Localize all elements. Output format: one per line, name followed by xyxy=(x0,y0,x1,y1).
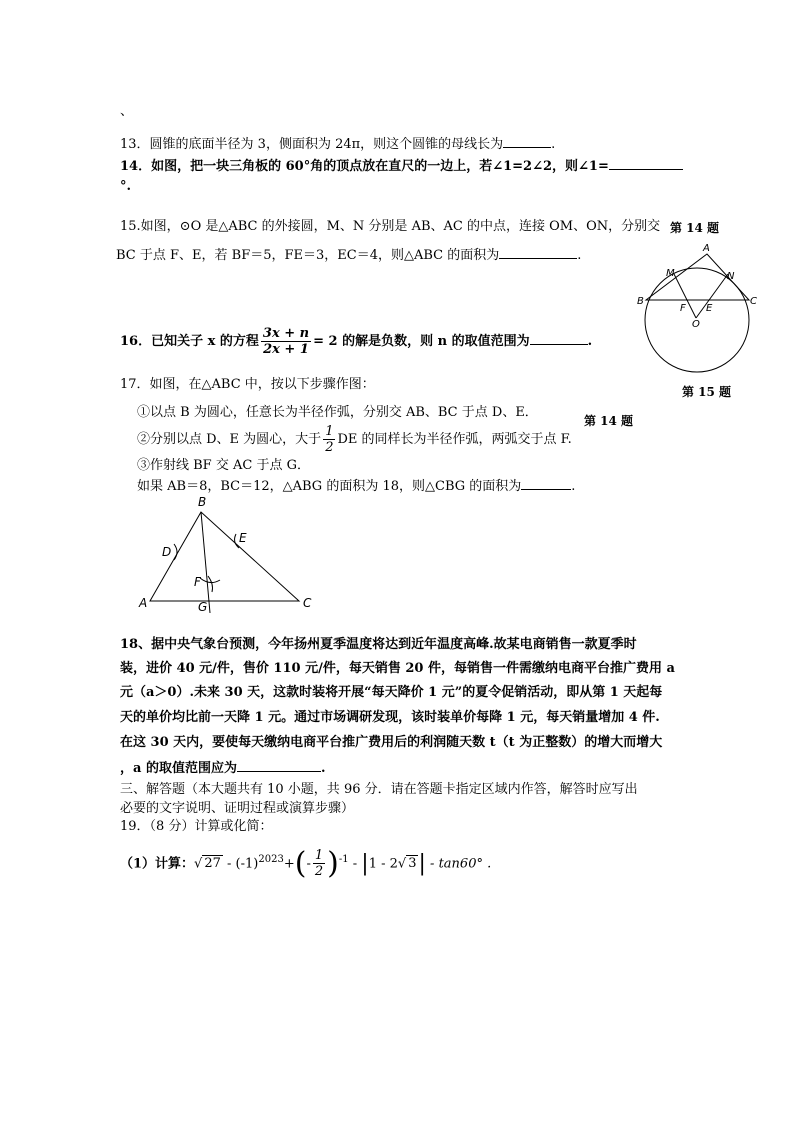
question-15-line1: 15.如图，⊙O 是△ABC 的外接圆，M、N 分别是 AB、AC 的中点，连接 OM、ON，分别交 xyxy=(120,219,661,234)
label-d: D xyxy=(162,545,172,559)
question-17-end: . xyxy=(571,479,576,494)
question-16-pre: 16．已知关子 x 的方程 xyxy=(120,334,259,349)
question-18-line5: 在这 30 天内，要使每天缴纳电商平台推广费用后的利润随天数 t（t 为正整数）的增大而增大 xyxy=(120,735,663,750)
answer-blank-14[interactable] xyxy=(609,156,683,170)
answer-blank-17[interactable] xyxy=(521,476,571,490)
fraction-denominator: 2 xyxy=(325,440,334,455)
figure-15-circle-diagram xyxy=(636,238,760,374)
question-17-step2-pre: ②分别以点 D、E 为圆心，大于 xyxy=(137,432,322,447)
question-17-step1: ①以点 B 为圆心，任意长为半径作弧，分别交 AB、BC 于点 D、E． xyxy=(137,405,538,420)
question-19: 19．（8 分）计算或化简： xyxy=(120,819,273,834)
question-17-step3: ③作射线 BF 交 AC 于点 G． xyxy=(137,458,310,473)
figure-14-caption: 第 14 题 xyxy=(670,221,720,235)
question-17-step2-post: DE 的同样长为半径作弧，两弧交于点 F. xyxy=(337,432,572,447)
one-half-fraction xyxy=(313,848,325,879)
question-16-fraction xyxy=(261,326,311,357)
fraction-numerator: 1 xyxy=(314,848,324,864)
ray-bf xyxy=(201,512,210,613)
exponent-2023: 2023 xyxy=(258,854,284,865)
question-19-part1: （1）计算：√ $27 - (-1)^{2023}+(-$ $\frac{1}{2}$ )$^{-1}$ - |1 - 2√ 3| - tan60° . xyxy=(120,845,492,881)
fraction-numerator: 3x + n xyxy=(262,326,310,341)
triangle-abc xyxy=(150,512,299,601)
question-18-line6 xyxy=(120,758,325,778)
section-3-line2: 必要的文字说明、证明过程或演算步骤） xyxy=(120,801,355,816)
label-c: C xyxy=(303,596,312,610)
question-18-line2: 装，进价 40 元/件，售价 110 元/件，每天销售 20 件，每销售一件需缴纳电商平台推广费用 a xyxy=(120,661,675,676)
answer-blank-16[interactable] xyxy=(530,331,588,345)
question-14-end: °. xyxy=(120,179,132,194)
question-16 xyxy=(120,324,592,360)
question-18-line3: 元（a＞0）.未来 30 天，这款时装将开展“每天降价 1 元”的夏令促销活动，即从第 1 天起每 xyxy=(120,685,663,700)
question-13 xyxy=(120,134,555,154)
label-c: C xyxy=(750,296,757,307)
abs-left: | xyxy=(361,850,369,876)
question-18-line6-text: ，a 的取值范围应为 xyxy=(120,761,237,776)
arc-f2 xyxy=(208,576,213,592)
question-15-line2 xyxy=(116,245,581,265)
abs-content: 1 - 2 xyxy=(368,856,398,872)
question-17-condition-text: 如果 AB＝8，BC＝12，△ABG 的面积为 18，则△CBG 的面积为 xyxy=(137,479,522,494)
figure-15-caption: 第 15 题 xyxy=(682,385,732,399)
sqrt-27: √ 27 xyxy=(194,856,221,872)
label-e: E xyxy=(239,531,247,545)
label-f: F xyxy=(194,575,201,589)
question-13-text: 13．圆锥的底面半径为 3，侧面积为 24π，则这个圆锥的母线长为 xyxy=(120,137,504,152)
label-f: F xyxy=(680,303,686,314)
question-17-step2 xyxy=(137,422,572,458)
fraction-denominator: 2x + 1 xyxy=(263,342,309,357)
plus-sign: + xyxy=(283,856,295,872)
question-18-line4: 天的单价均比前一天降 1 元。通过市场调研发现，该时装单价每降 1 元，每天销量增加 4 件. xyxy=(120,710,660,725)
question-17-intro: 17．如图，在△ABC 中，按以下步骤作图： xyxy=(120,377,375,392)
label-o: O xyxy=(692,319,700,330)
exponent-neg-one: -1 xyxy=(338,854,349,865)
fraction-denominator: 2 xyxy=(314,864,324,880)
question-18-line1: 18、据中央气象台预测，今年扬州夏季温度将达到近年温度高峰.故某电商销售一款夏季时 xyxy=(120,637,637,652)
question-13-end: . xyxy=(551,137,556,152)
question-14-text: 14．如图，把一块三角板的 60°角的顶点放在直尺的一边上，若∠1=2∠2，则∠1= xyxy=(120,159,609,174)
abs-right: | xyxy=(418,850,426,876)
question-16-post: = 2 的解是负数，则 n 的取值范围为 xyxy=(313,334,530,349)
label-a: A xyxy=(703,243,710,254)
left-paren: ( xyxy=(294,845,307,881)
answer-blank-13[interactable] xyxy=(503,134,551,148)
answer-blank-18[interactable] xyxy=(237,758,321,772)
question-15-end: . xyxy=(577,248,582,263)
label-e: E xyxy=(706,303,713,314)
label-b: B xyxy=(198,495,207,509)
top-mark: 、 xyxy=(120,104,134,119)
answer-blank-15[interactable] xyxy=(499,245,577,259)
half-fraction xyxy=(323,424,335,455)
sqrt-3: 3 xyxy=(408,856,417,872)
neg-one-power: - (-1) xyxy=(227,856,259,872)
figure-17-triangle-diagram xyxy=(136,492,326,616)
tan-term: - tan60° . xyxy=(430,856,492,872)
section-3-line1: 三、解答题（本大题共有 10 小题，共 96 分．请在答题卡指定区域内作答，解答时应写出 xyxy=(120,782,638,797)
question-18-end: . xyxy=(320,761,326,776)
question-16-end: . xyxy=(587,334,593,349)
label-g: G xyxy=(198,600,208,614)
right-paren: ) xyxy=(327,845,339,881)
label-b: B xyxy=(637,296,644,307)
fraction-numerator: 1 xyxy=(325,424,334,439)
question-14 xyxy=(120,156,683,176)
question-15-text: BC 于点 F、E，若 BF＝5，FE＝3，EC＝4，则△ABC 的面积为 xyxy=(116,248,500,263)
label-n: N xyxy=(727,271,735,282)
label-a: A xyxy=(139,596,148,610)
label-m: M xyxy=(666,268,675,279)
sqrt-radicand: 27 xyxy=(204,856,221,872)
figure-14-caption-2: 第 14 题 xyxy=(584,414,634,428)
part1-label: （1）计算： xyxy=(120,856,195,872)
